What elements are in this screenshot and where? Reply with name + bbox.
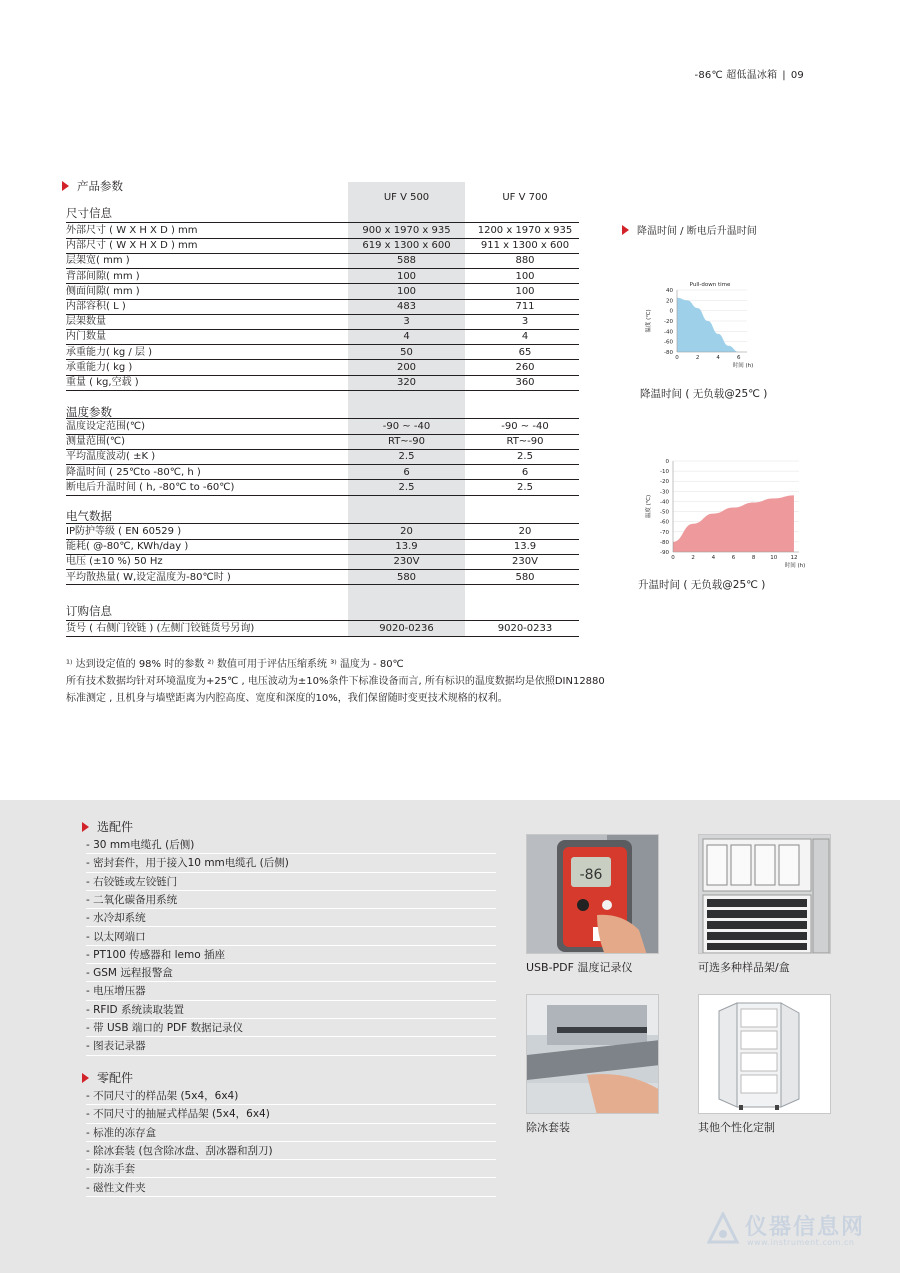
spec-value-model-1: 2.5	[398, 451, 415, 463]
x-tick-label: 2	[695, 355, 700, 361]
x-axis-label: 时间 (h)	[784, 563, 806, 569]
spec-value-model-1: 900 x 1970 x 935	[362, 225, 451, 236]
charts-heading: 降温时间 / 断电后升温时间	[622, 222, 757, 237]
spec-label: 承重能力( kg )	[66, 361, 133, 373]
spec-value-model-1: 3	[403, 316, 410, 328]
list-item: - 电压增压器	[86, 982, 496, 1000]
spec-value-model-1: 9020-0236	[379, 623, 434, 634]
y-tick-label: -60	[660, 519, 669, 526]
spec-row	[66, 238, 579, 253]
y-tick-label: 0	[669, 308, 673, 315]
spec-label: 内门数量	[66, 331, 106, 343]
y-tick-label: -90	[660, 550, 669, 556]
spec-value-model-2: 360	[515, 377, 535, 388]
spec-value-model-2: 65	[518, 346, 532, 358]
spec-row	[66, 570, 579, 585]
spec-row	[66, 434, 579, 449]
list-item: - 除冰套装 (包含除冰盘、刮冰器和刮刀)	[86, 1142, 496, 1160]
usb-pdf-logger-photo	[526, 834, 659, 954]
y-tick-label: 20	[666, 298, 673, 305]
x-tick-label: 2	[691, 555, 695, 561]
table-rule	[66, 584, 579, 585]
list-item: - 水冷却系统	[86, 909, 496, 927]
y-tick-label: -20	[664, 319, 673, 325]
spec-label: 平均温度波动( ±K )	[66, 451, 156, 463]
x-tick-label: 10	[770, 555, 778, 561]
spec-value-model-2: 911 x 1300 x 600	[480, 240, 570, 252]
spec-label: IP防护等级 ( EN 60529 )	[66, 526, 182, 537]
options-title: 选配件	[82, 818, 133, 835]
y-tick-label: -70	[660, 529, 669, 536]
spec-value-model-2: 580	[515, 571, 535, 583]
spec-value-model-2: 20	[518, 526, 532, 537]
spec-label: 测量范围(℃)	[66, 436, 126, 448]
watermark-logo-icon	[705, 1212, 741, 1252]
chart-title: Pull-down time	[689, 282, 731, 288]
spec-row	[66, 345, 579, 360]
footnote-line: 所有技术数据均针对环境温度为+25℃ , 电压波动为±10%条件下标准设备而言, 所有标识的温度数据均是依照DIN12880	[66, 676, 605, 687]
list-item: - 以太网端口	[86, 928, 496, 946]
spec-row	[66, 375, 579, 390]
spec-value-model-2: 100	[515, 285, 535, 297]
footnote-line: ¹⁾ 达到设定值的 98% 时的参数 ²⁾ 数值可用于评估压缩系统 ³⁾ 温度为 - 80℃	[66, 659, 404, 670]
section-arrow-icon	[62, 181, 69, 191]
spec-value-model-2: 100	[515, 270, 535, 282]
spec-value-model-1: 588	[396, 255, 417, 267]
spec-label: 侧面间隙( mm )	[66, 285, 140, 297]
spec-value-model-1: 580	[396, 571, 417, 583]
warmup-chart-caption: 升温时间 ( 无负载@25℃ )	[638, 579, 766, 591]
spec-value-model-2: RT~-90	[506, 436, 544, 448]
spec-label: 重量 ( kg,空载 )	[66, 377, 139, 388]
spec-label: 内部容积( L )	[66, 301, 126, 312]
list-item: - 不同尺寸的样品架 (5x4，6x4)	[86, 1087, 496, 1105]
y-tick-label: -60	[664, 339, 673, 346]
x-tick-label: 12	[790, 555, 798, 561]
spec-row	[66, 329, 579, 344]
x-tick-label: 0	[675, 355, 679, 361]
spec-row	[66, 419, 579, 434]
spec-group-title: 温度参数	[66, 405, 112, 419]
x-tick-label: 4	[716, 355, 720, 361]
spec-value-model-2: 230V	[512, 556, 538, 568]
y-tick-label: -40	[660, 499, 669, 506]
photo-caption: 除冰套装	[526, 1121, 570, 1134]
defrost-kit-photo	[526, 994, 659, 1114]
spec-value-model-1: -90 ~ -40	[382, 421, 431, 432]
y-tick-label: -20	[660, 479, 669, 486]
table-rule	[66, 390, 579, 391]
list-item: - 磁性文件夹	[86, 1179, 496, 1197]
y-axis-label: 温度 (℃)	[646, 494, 652, 519]
spec-label: 能耗( @-80℃, KWh/day )	[66, 541, 189, 553]
photo-caption: USB-PDF 温度记录仪	[526, 961, 633, 974]
list-item: - 二氧化碳备用系统	[86, 891, 496, 909]
spec-group-title: 订购信息	[66, 604, 112, 618]
svg-text:-86: -86	[579, 867, 603, 883]
list-item: - PT100 传感器和 lemo 插座	[86, 946, 496, 964]
spec-section-title: 产品参数	[62, 178, 123, 194]
x-axis-label: 时间 (h)	[732, 363, 754, 369]
header-title: -86℃ 超低温冰箱	[694, 70, 778, 81]
x-tick-label: 4	[711, 555, 716, 561]
spec-value-model-1: 100	[396, 285, 417, 297]
pulldown-chart-caption: 降温时间 ( 无负载@25℃ )	[640, 388, 768, 400]
spec-label: 断电后升温时间 ( h, -80℃ to -60℃)	[66, 481, 235, 493]
spec-row	[66, 539, 579, 554]
list-item: - 密封套件，用于接入10 mm电缆孔 (后侧)	[86, 854, 496, 872]
spec-value-model-2: 2.5	[517, 481, 533, 493]
list-item: - 标准的冻存盒	[86, 1124, 496, 1142]
y-tick-label: 0	[665, 459, 669, 465]
list-item: - 带 USB 端口的 PDF 数据记录仪	[86, 1019, 496, 1037]
spec-label: 层架宽( mm )	[66, 255, 130, 267]
pulldown-chart	[640, 272, 770, 377]
y-axis-label: 温度 (℃)	[646, 309, 652, 333]
spec-label: 电压 (±10 %) 50 Hz	[66, 556, 163, 568]
section-arrow-icon	[622, 225, 629, 235]
y-tick-label: -40	[664, 329, 673, 336]
page-header: -86℃ 超低温冰箱 | 09	[694, 70, 804, 81]
spec-value-model-2: 6	[521, 466, 529, 478]
custom-freezer-photo	[698, 994, 831, 1114]
spec-row	[66, 360, 579, 375]
spec-value-model-1: 6	[403, 466, 410, 478]
list-item: - 右铰链或左铰链门	[86, 873, 496, 891]
y-tick-label: 40	[666, 288, 673, 294]
spec-value-model-2: 711	[515, 301, 535, 312]
spec-value-model-1: 50	[400, 346, 413, 358]
spec-value-model-1: 13.9	[395, 541, 418, 553]
spec-value-model-1: 4	[403, 331, 410, 343]
spec-value-model-1: 619 x 1300 x 600	[362, 240, 451, 252]
watermark-text: 仪器信息网	[745, 1215, 866, 1240]
spec-value-model-1: 230V	[393, 556, 420, 568]
section-arrow-icon	[82, 1073, 89, 1083]
warmup-chart	[640, 452, 810, 570]
spec-group-title: 电气数据	[66, 509, 112, 523]
spec-label: 承重能力( kg / 层 )	[66, 346, 153, 358]
spec-label: 货号 ( 右侧门铰链 ) (左侧门铰链货号另询)	[66, 623, 255, 634]
spec-value-model-1: 320	[396, 377, 417, 388]
spec-row	[66, 554, 579, 569]
spec-value-model-1: 100	[396, 270, 417, 282]
page-number: 09	[790, 70, 804, 81]
spec-label: 温度设定范围(℃)	[66, 421, 146, 432]
sample-racks-photo	[698, 834, 831, 954]
spec-row	[66, 449, 579, 464]
spec-row	[66, 284, 579, 299]
table-rule	[66, 495, 579, 496]
model-header-2: UF V 700	[502, 192, 548, 203]
y-tick-label: -80	[660, 539, 669, 546]
x-tick-label: 6	[731, 555, 736, 561]
section-arrow-icon	[82, 822, 89, 832]
spec-value-model-1: 2.5	[398, 481, 415, 493]
spec-value-model-2: 13.9	[513, 541, 537, 553]
watermark-url: www.instrument.com.cn	[747, 1238, 855, 1247]
spec-row	[66, 223, 579, 238]
photo-caption: 可选多种样品架/盒	[698, 961, 790, 974]
spec-row	[66, 524, 579, 539]
list-item: - 30 mm电缆孔 (后侧)	[86, 836, 496, 854]
spec-value-model-2: 1200 x 1970 x 935	[477, 225, 573, 236]
watermark	[705, 1208, 885, 1258]
spec-value-model-1: RT~-90	[387, 436, 426, 448]
spec-row	[66, 465, 579, 480]
spec-value-model-2: 2.5	[517, 451, 533, 463]
list-item: - 防冻手套	[86, 1160, 496, 1178]
spec-label: 层架数量	[66, 316, 106, 328]
spec-value-model-2: 9020-0233	[497, 623, 553, 634]
spec-label: 平均散热量( W,设定温度为-80℃时 )	[66, 571, 231, 583]
spec-label: 降温时间 ( 25℃to -80℃, h )	[66, 466, 201, 478]
spec-row	[66, 480, 579, 495]
y-tick-label: -10	[660, 469, 669, 476]
spec-row	[66, 621, 579, 636]
spec-label: 背部间隙( mm )	[66, 270, 140, 282]
photo-caption: 其他个性化定制	[698, 1121, 775, 1134]
footnote-line: 标准测定 , 且机身与墙壁距离为内腔高度、宽度和深度的10%，我们保留随时变更技术规格的权利。	[66, 693, 508, 704]
spec-value-model-1: 200	[396, 361, 417, 373]
spec-label: 外部尺寸 ( W X H X D ) mm	[66, 225, 198, 236]
table-rule	[66, 636, 579, 637]
spares-title: 零配件	[82, 1069, 133, 1086]
spec-value-model-2: 260	[515, 361, 535, 373]
spec-row	[66, 269, 579, 284]
spec-value-model-1: 20	[400, 526, 413, 537]
spec-value-model-2: 880	[515, 255, 535, 267]
series-area	[673, 495, 794, 552]
footnotes	[66, 656, 686, 707]
spec-row	[66, 253, 579, 268]
spec-label: 内部尺寸 ( W X H X D ) mm	[66, 240, 198, 252]
spec-value-model-1: 483	[396, 301, 417, 312]
list-item: - GSM 远程报警盒	[86, 964, 496, 982]
spec-value-model-2: 3	[521, 316, 529, 328]
series-area	[677, 298, 739, 352]
spec-row	[66, 314, 579, 329]
y-tick-label: -30	[660, 489, 669, 496]
list-item: - 图表记录器	[86, 1037, 496, 1055]
y-tick-label: -80	[664, 350, 673, 356]
list-item: - RFID 系统读取装置	[86, 1001, 496, 1019]
x-tick-label: 0	[671, 555, 675, 561]
model-header-1: UF V 500	[383, 192, 430, 203]
y-tick-label: -50	[660, 509, 669, 516]
x-tick-label: 8	[751, 555, 756, 561]
spec-value-model-2: 4	[521, 331, 529, 343]
spec-group-title: 尺寸信息	[66, 206, 112, 220]
list-item: - 不同尺寸的抽屉式样品架 (5x4，6x4)	[86, 1105, 496, 1123]
spec-value-model-2: -90 ~ -40	[501, 421, 549, 432]
x-tick-label: 6	[737, 355, 741, 361]
spec-row	[66, 299, 579, 314]
